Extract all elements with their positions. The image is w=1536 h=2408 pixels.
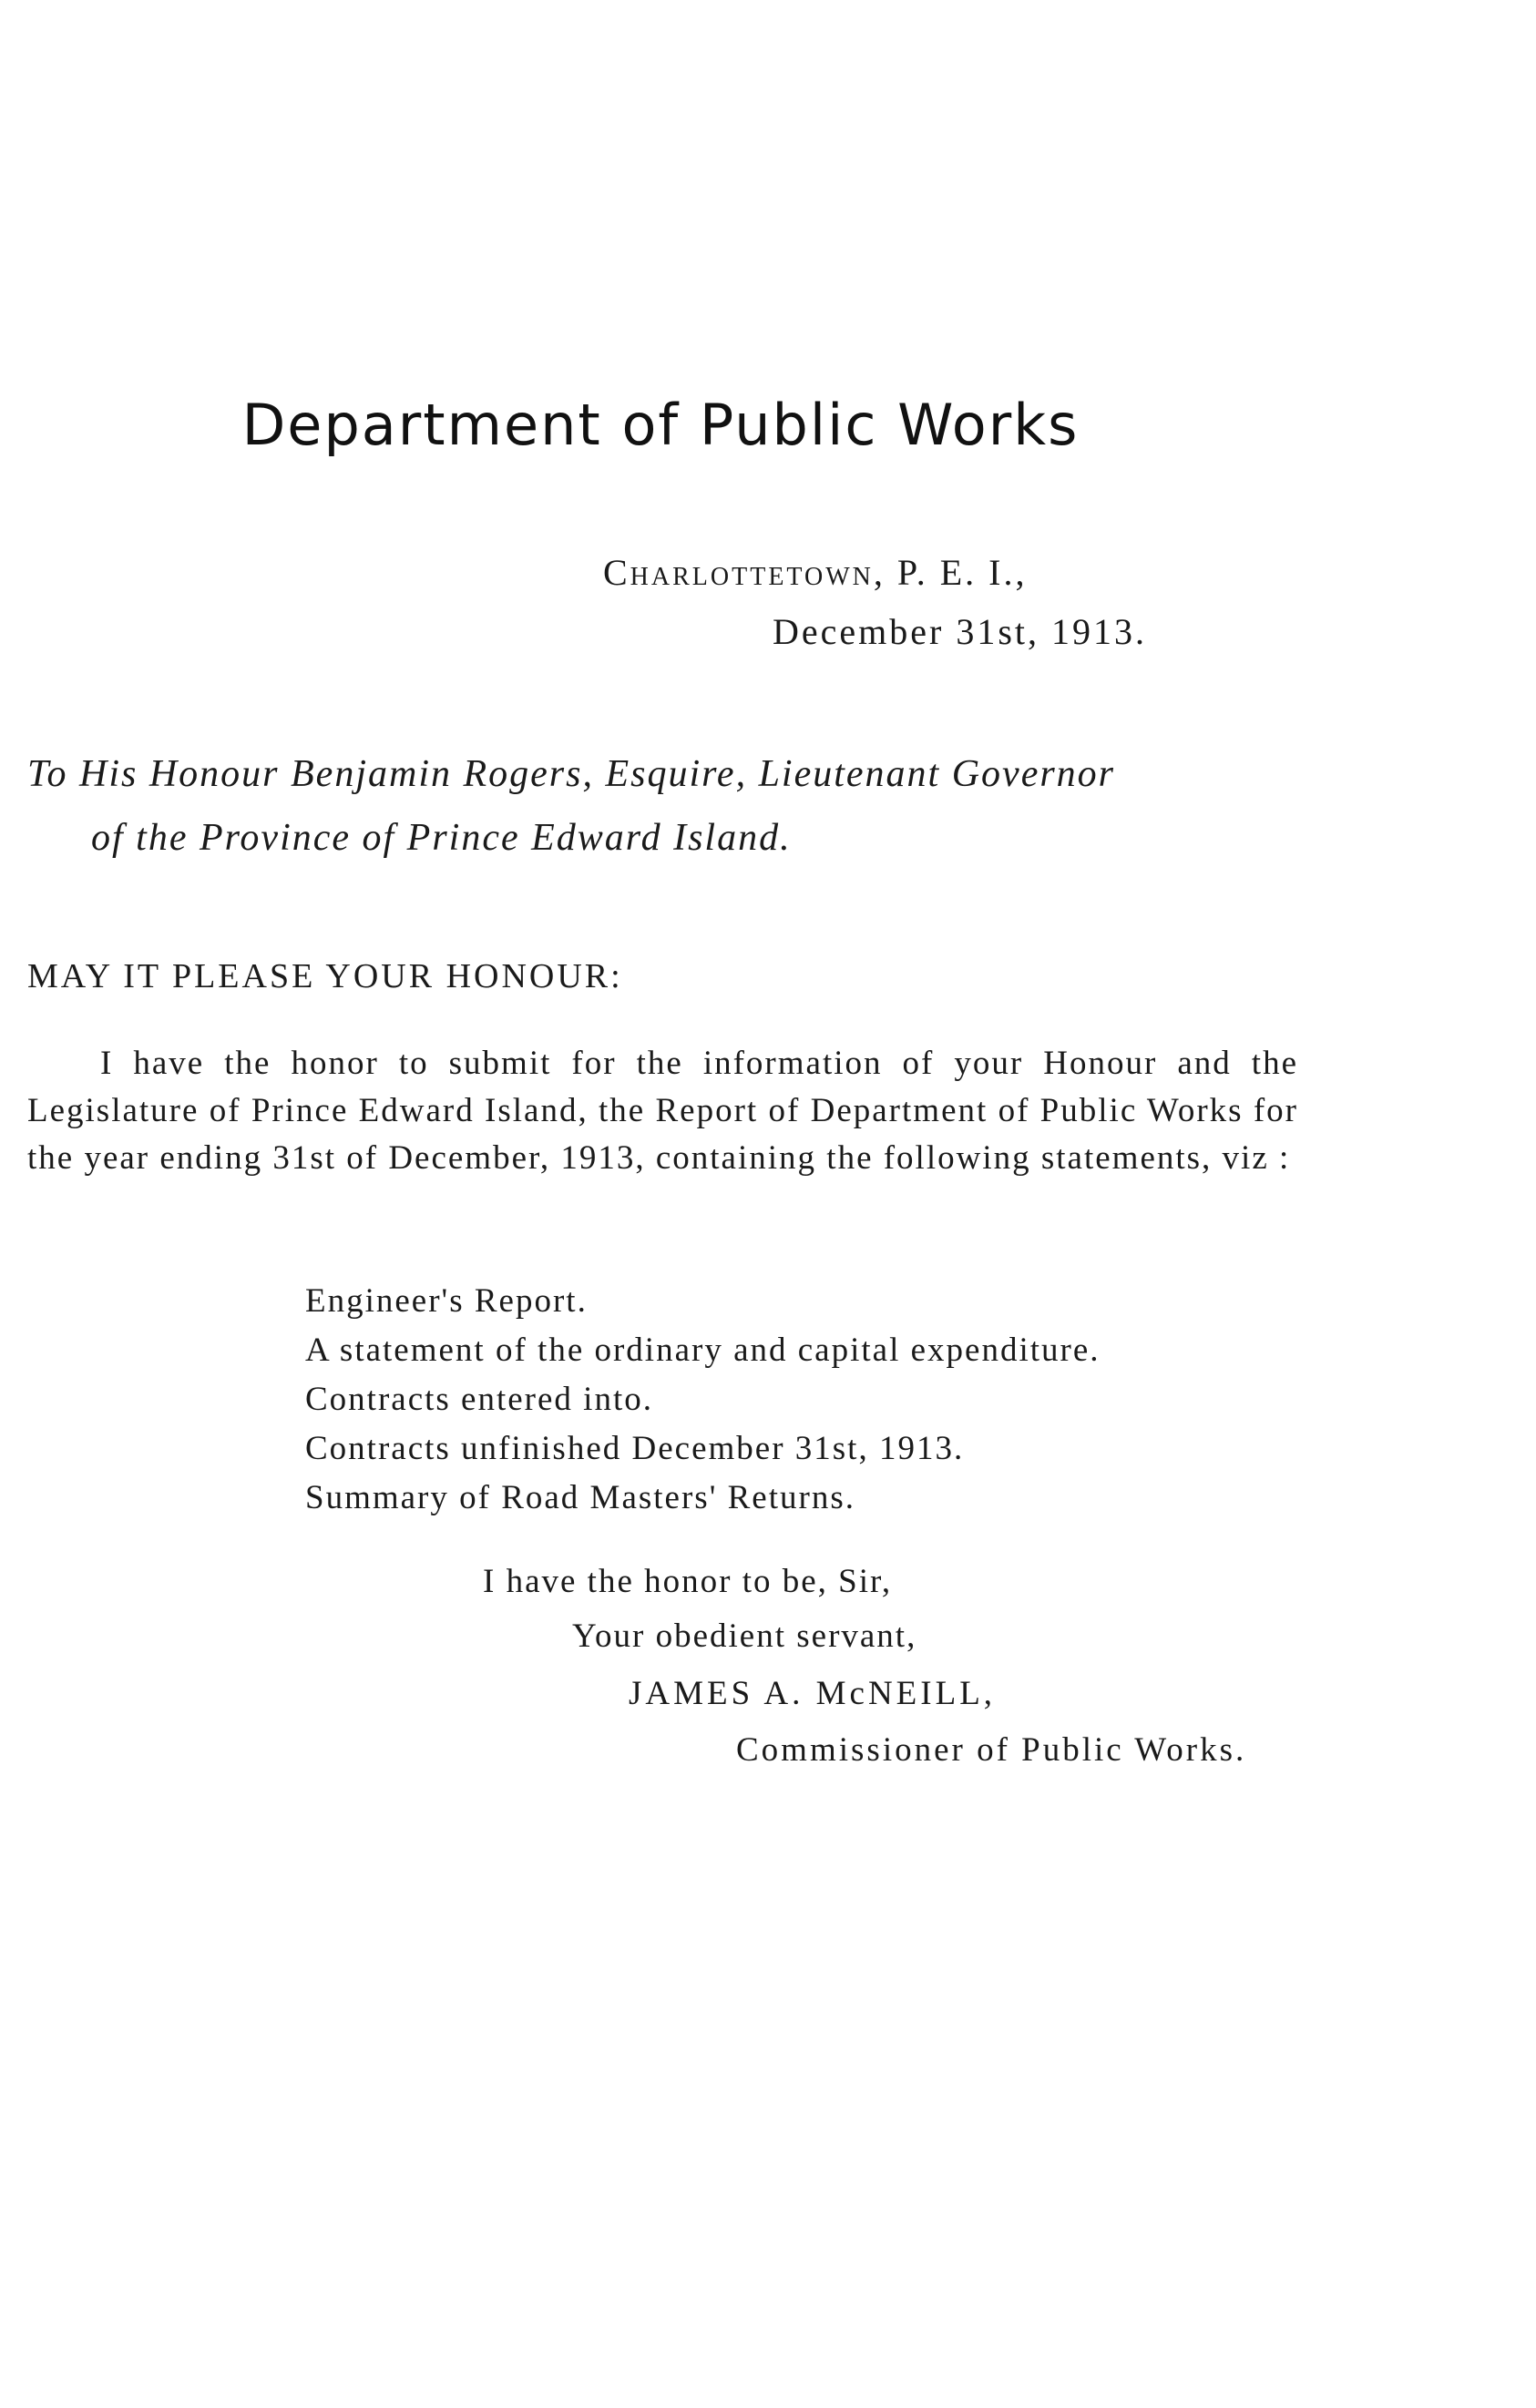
addressee-block: [27, 742, 1321, 870]
list-item: A statement of the ordinary and capital expenditure.: [305, 1332, 1101, 1369]
statements-list: [305, 1277, 1101, 1523]
addressee-line-1: To His Honour Benjamin Rogers, Esquire, Lieutenant Governor: [27, 753, 1116, 795]
list-item: Contracts unfinished December 31st, 1913.: [305, 1430, 965, 1467]
addressee-line-2: of the Province of Prince Edward Island.: [91, 817, 792, 859]
dateline-date: December 31st, 1913.: [773, 611, 1148, 652]
list-item: Engineer's Report.: [305, 1282, 588, 1320]
list-item: Contracts entered into.: [305, 1381, 653, 1418]
closing-line: I have the honor to be, Sir,: [483, 1563, 893, 1600]
signature-title: Commissioner of Public Works.: [736, 1731, 1247, 1769]
body-paragraph: I have the honor to submit for the information of your Honour and the Legislature of Prince Edward Island, the Report of Department of Public Works for the year ending 31st of December, 1913, containing the following statements, viz :: [27, 1045, 1298, 1177]
salutation: MAY IT PLEASE YOUR HONOUR:: [27, 957, 623, 995]
list-item: Summary of Road Masters' Returns.: [305, 1479, 855, 1516]
closing-servant: Your obedient servant,: [572, 1617, 917, 1655]
signature-name: JAMES A. McNEILL,: [629, 1675, 997, 1712]
dateline-place: Charlottetown, P. E. I.,: [603, 552, 1028, 593]
page-title: Department of Public Works: [241, 392, 1080, 458]
